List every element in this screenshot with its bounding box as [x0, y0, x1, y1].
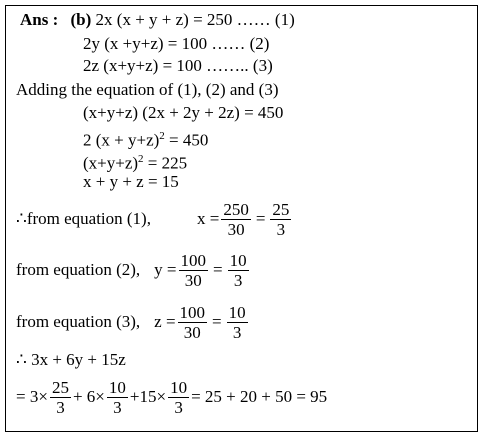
answer-line-1	[20, 10, 295, 30]
step-2-exponent: 2	[159, 130, 165, 142]
final-part-a: = 3×	[16, 387, 48, 406]
step-1: (x+y+z) (2x + 2y + 2z) = 450	[83, 103, 284, 122]
y-fraction	[179, 251, 209, 290]
z-result-numerator: 10	[228, 302, 246, 322]
z-equals: =	[212, 312, 222, 331]
y-result-fraction	[228, 251, 249, 290]
x-fraction	[221, 200, 251, 239]
x-row	[16, 197, 293, 241]
final-fraction-1	[50, 378, 71, 417]
from-eq-2-text: from equation (2),	[16, 260, 141, 279]
final-numerator-3: 10	[170, 377, 188, 397]
final-denominator-2: 3	[113, 397, 122, 417]
step-2-result: = 450	[164, 130, 209, 150]
y-result-denominator: 3	[233, 270, 243, 290]
step-3-base: (x+y+z)	[83, 153, 139, 173]
step-3-exponent: 2	[138, 153, 144, 165]
from-eq-3-text: from equation (3),	[16, 312, 141, 331]
x-result-fraction	[270, 200, 291, 239]
final-denominator-1: 3	[56, 397, 65, 417]
final-part-c: +15×	[129, 387, 167, 406]
final-result: = 25 + 20 + 50 = 95	[191, 387, 328, 406]
step-4: x + y + z = 15	[83, 172, 179, 191]
y-lhs: y =	[154, 260, 177, 279]
equation-1: 2x (x + y + z) = 250 …… (1)	[95, 10, 295, 29]
answer-option: (b)	[70, 10, 92, 29]
step-2	[83, 126, 208, 151]
y-denominator: 30	[184, 270, 202, 290]
final-row	[16, 373, 327, 421]
x-result-numerator: 25	[272, 199, 290, 219]
adding-text: Adding the equation of (1), (2) and (3)	[16, 80, 279, 99]
z-lhs: z =	[154, 312, 176, 331]
from-eq-1-text: ∴from equation (1),	[16, 209, 151, 228]
y-row	[16, 248, 251, 292]
x-lhs: x =	[196, 209, 220, 228]
x-numerator: 250	[223, 199, 249, 219]
step-2-base: 2 (x + y+z)	[83, 130, 160, 150]
z-row	[16, 300, 250, 344]
final-fraction-2	[107, 378, 128, 417]
therefore-line: ∴ 3x + 6y + 15z	[16, 350, 126, 369]
equation-3: 2z (x+y+z) = 100 …….. (3)	[83, 56, 273, 75]
y-numerator: 100	[180, 250, 206, 270]
z-result-fraction	[227, 303, 248, 342]
z-fraction	[178, 303, 208, 342]
z-denominator: 30	[183, 322, 201, 342]
x-equals: =	[255, 209, 266, 228]
y-equals: =	[213, 260, 223, 279]
answer-label: Ans :	[20, 10, 59, 29]
final-numerator-1: 25	[51, 377, 69, 397]
final-part-b: + 6×	[72, 387, 105, 406]
step-3-result: = 225	[143, 153, 188, 173]
final-fraction-3	[168, 378, 189, 417]
final-numerator-2: 10	[108, 377, 126, 397]
final-denominator-3: 3	[174, 397, 183, 417]
step-3	[83, 149, 187, 174]
z-numerator: 100	[179, 302, 206, 322]
x-result-denominator: 3	[276, 219, 286, 239]
y-result-numerator: 10	[229, 250, 247, 270]
z-result-denominator: 3	[232, 322, 242, 342]
x-denominator: 30	[227, 219, 245, 239]
equation-2: 2y (x +y+z) = 100 …… (2)	[83, 34, 270, 53]
